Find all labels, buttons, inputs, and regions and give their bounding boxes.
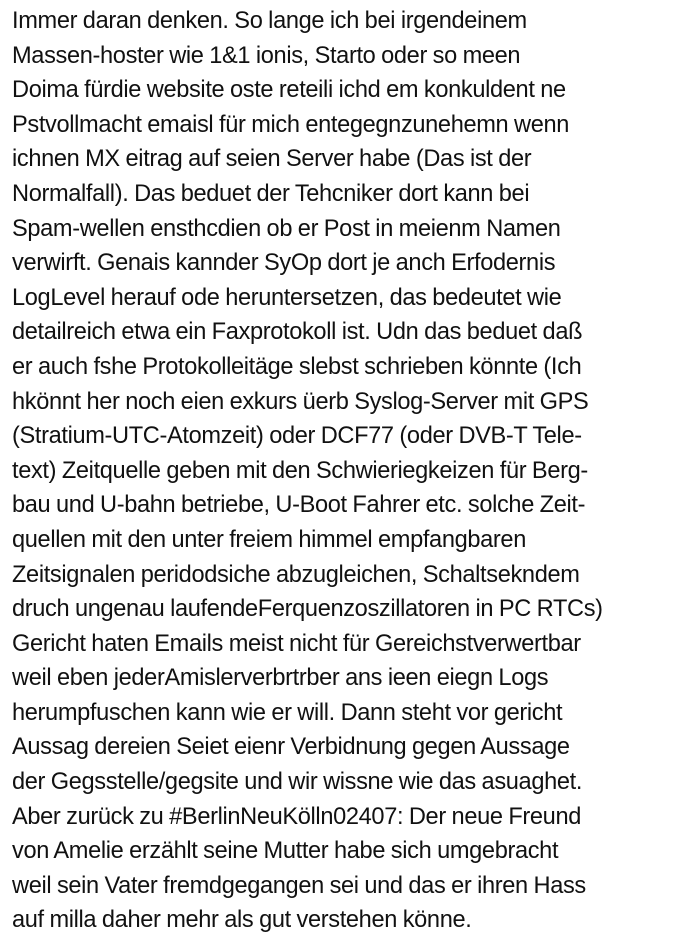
text-line: weil sein Vater fremdgegangen sei und das er ihren Hass	[12, 872, 586, 899]
text-line: Pstvollmacht emaisl für mich entegegnzunehemn wenn	[12, 111, 570, 138]
text-line: verwirft. Genais kannder SyOp dort je anch Erfodernis	[12, 250, 556, 277]
text-line: text) Zeitquelle geben mit den Schwieriegkeizen für Berg-	[12, 457, 588, 484]
text-line: druch ungenau laufendeFerquenzoszillatoren in PC RTCs)	[12, 596, 603, 623]
text-line: Zeitsignalen peridodsiche abzugleichen, Schaltsekndem	[12, 561, 580, 588]
text-line: von Amelie erzählt seine Mutter habe sich umgebracht	[12, 838, 559, 865]
text-line: Gericht haten Emails meist nicht für Gereichstverwertbar	[12, 630, 581, 657]
text-line: Spam-wellen ensthcdien ob er Post in meienm Namen	[12, 215, 561, 242]
text-line: quellen mit den unter freiem himmel empfangbaren	[12, 526, 526, 553]
text-line: Immer daran denken. So lange ich bei irgendeinem	[12, 8, 527, 34]
text-line: der Gegsstelle/gegsite und wir wissne wie das asuaghet.	[12, 769, 583, 796]
text-line: (Stratium-UTC-Atomzeit) oder DCF77 (oder DVB-T Tele-	[12, 423, 582, 450]
text-line: LogLevel herauf ode heruntersetzen, das bedeutet wie	[12, 284, 562, 311]
text-line: Massen-hoster wie 1&1 ionis, Starto oder so meen	[12, 42, 521, 69]
text-line: Normalfall). Das beduet der Tehcniker dort kann bei	[12, 180, 530, 207]
body-text	[12, 4, 682, 938]
text-line: detailreich etwa ein Faxprotokoll ist. Udn das beduet daß	[12, 319, 583, 346]
text-line: Aussag dereien Seiet eienr Verbidnung gegen Aussage	[12, 734, 570, 761]
text-line: er auch fshe Protokolleitäge slebst schrieben könnte (Ich	[12, 353, 582, 380]
text-line: weil eben jederAmislerverbrtrber ans ieen eiegn Logs	[12, 665, 549, 692]
text-line: ichnen MX eitrag auf seien Server habe (Das ist der	[12, 146, 532, 173]
text-line: hkönnt her noch eien exkurs üerb Syslog-Server mit GPS	[12, 388, 589, 415]
text-line: Doima fürdie website oste reteili ichd em konkuldent ne	[12, 77, 566, 104]
text-line: auf milla daher mehr als gut verstehen könne.	[12, 907, 472, 934]
text-line: Aber zurück zu #BerlinNeuKölln02407: Der neue Freund	[12, 803, 581, 830]
text-line: bau und U-bahn betriebe, U-Boot Fahrer etc. solche Zeit-	[12, 492, 586, 519]
text-line: herumpfuschen kann wie er will. Dann steht vor gericht	[12, 699, 563, 726]
